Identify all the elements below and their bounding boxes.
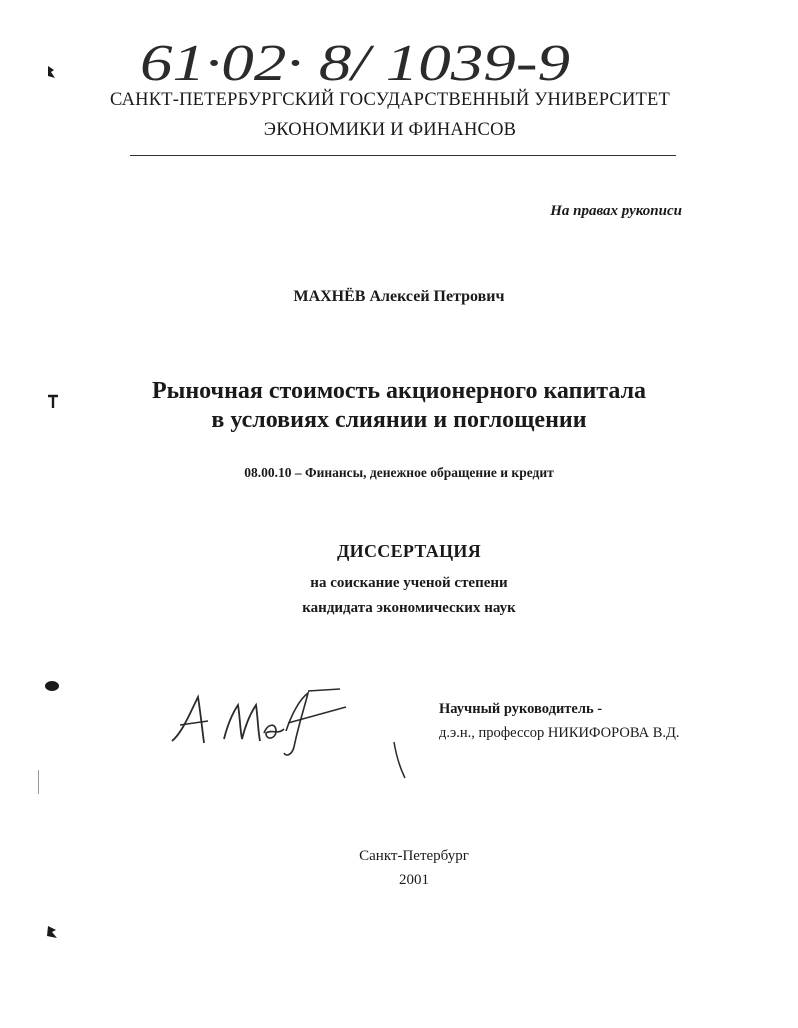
supervisor-label: Научный руководитель - xyxy=(439,701,603,717)
author-name: МАХНЁВ Алексей Петрович xyxy=(293,288,505,305)
thesis-title-line2: в условиях слиянии и поглощении xyxy=(211,407,587,433)
year: 2001 xyxy=(399,872,429,888)
university-name-line1: САНКТ-ПЕТЕРБУРГСКИЙ ГОСУДАРСТВЕННЫЙ УНИВЕРСИТЕТ xyxy=(109,90,671,110)
handwritten-archive-number xyxy=(130,28,590,98)
scan-mark-icon xyxy=(42,62,62,82)
scan-mark-icon xyxy=(42,676,62,696)
supervisor-name: д.э.н., профессор НИКИФОРОВА В.Д. xyxy=(439,725,680,741)
scan-artifact-line xyxy=(38,770,39,794)
dissertation-heading: ДИССЕРТАЦИЯ xyxy=(336,541,481,561)
city: Санкт-Петербург xyxy=(359,848,469,864)
degree-line2: кандидата экономических наук xyxy=(302,600,516,616)
handwritten-number-text: 61·02· 8/ 1039-9 xyxy=(140,35,570,92)
specialty-code: 08.00.10 – Финансы, денежное обращение и кредит xyxy=(244,465,554,480)
university-name-line2: ЭКОНОМИКИ И ФИНАНСОВ xyxy=(263,120,517,140)
scan-mark-icon xyxy=(44,390,64,410)
author-signature xyxy=(168,683,350,759)
degree-line1: на соискание ученой степени xyxy=(310,575,508,591)
header-divider xyxy=(130,155,676,156)
rights-note: На правах рукописи xyxy=(550,203,682,219)
thesis-title-line1: Рыночная стоимость акционерного капитала xyxy=(151,378,647,404)
pen-stroke-mark xyxy=(392,740,408,780)
scan-mark-icon xyxy=(42,922,62,942)
